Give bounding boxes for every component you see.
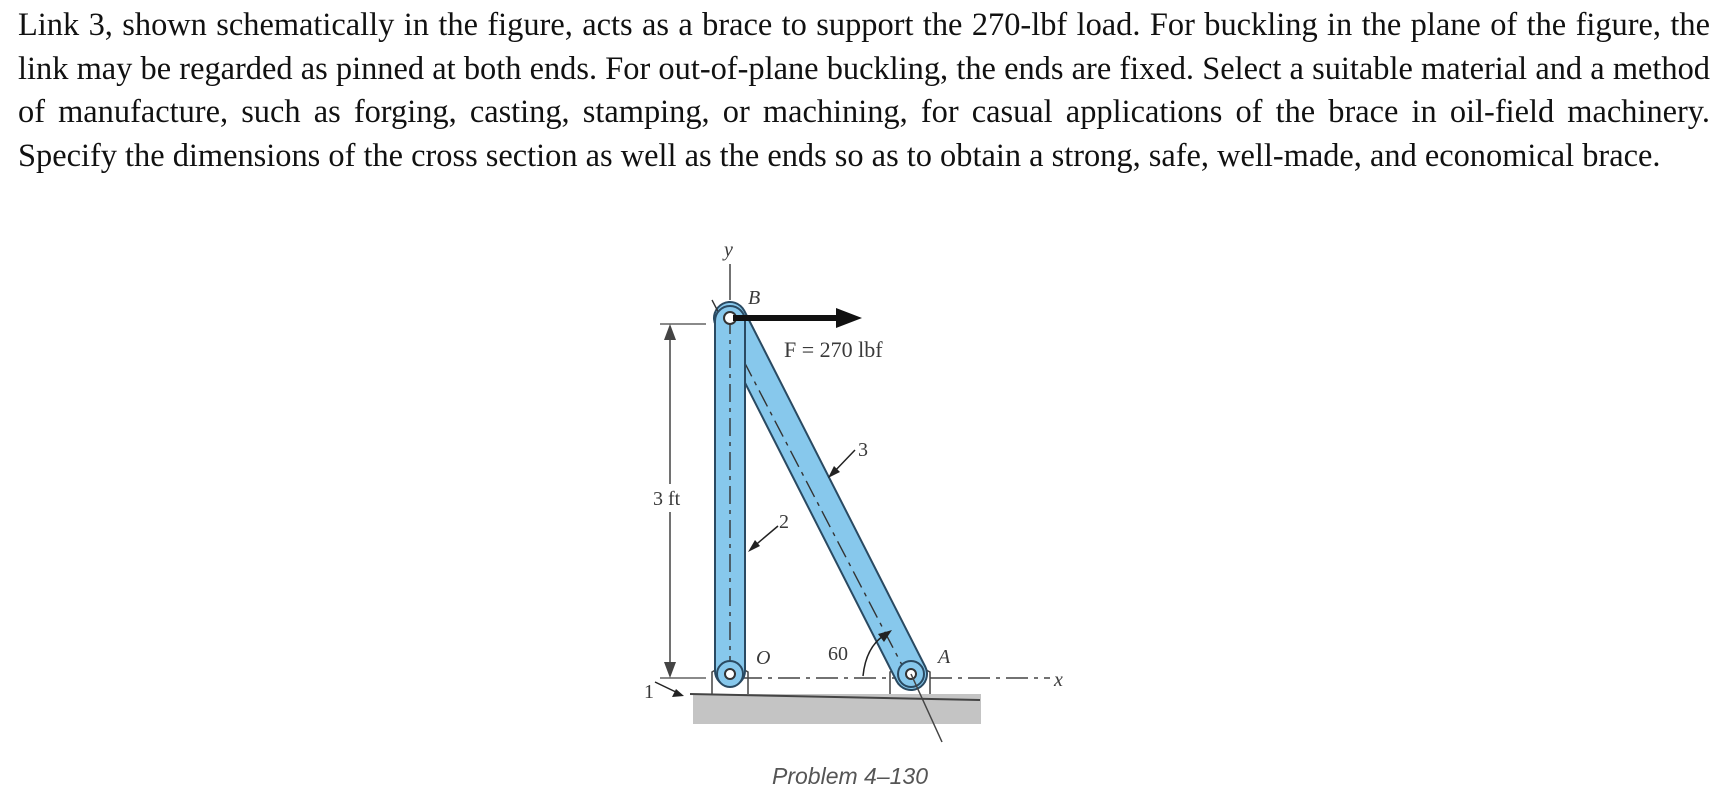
point-b-label: B	[748, 287, 761, 309]
dim-arrow-top	[664, 324, 676, 340]
link-2-label: 2	[779, 511, 789, 533]
link-3-label: 3	[858, 439, 868, 461]
link-3-fill	[730, 318, 911, 674]
dim-arrow-bottom	[664, 662, 676, 678]
pin-o	[725, 669, 735, 679]
point-a-label: A	[938, 646, 951, 668]
x-axis-label: x	[1054, 669, 1063, 691]
point-o-label: O	[756, 647, 771, 669]
height-label: 3 ft	[653, 488, 681, 510]
force-label: F = 270 lbf	[784, 337, 883, 362]
link-1-label: 1	[644, 681, 654, 703]
angle-label: 60	[828, 643, 848, 665]
figure-caption: Problem 4–130	[772, 763, 928, 789]
y-axis-label: y	[724, 239, 733, 261]
problem-statement: Link 3, shown schematically in the figure, acts as a brace to support the 270-lbf load. For buckling in the plane of the figure, the link may be regarded as pinned at both ends. For out-of-plane buckling, the ends are fixed. Select a suitable material and a method of manufacture, such as forging, casting, stamping, or machining, for casual applications of the brace in oil-field machinery. Specify the dimensions of the cross section as well as the ends so as to obtain a strong, safe, well-made, and economical brace.	[18, 7, 1710, 174]
force-arrow-head	[836, 308, 862, 328]
